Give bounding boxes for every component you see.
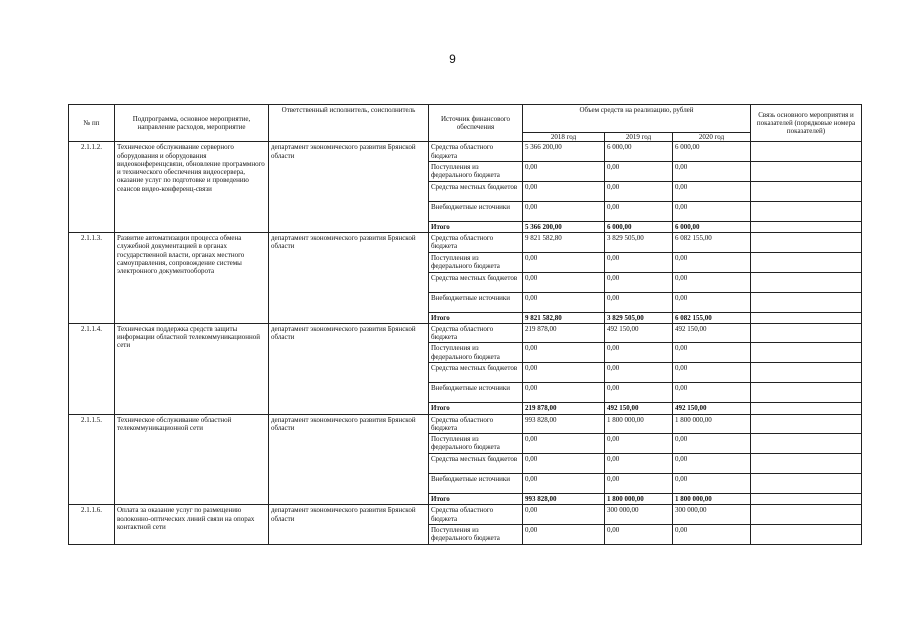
amount-y2019: 0,00 — [605, 454, 673, 474]
measure-title: Техническая поддержка средств защиты информации областной телекоммуникационной сети — [115, 323, 269, 414]
link-cell — [751, 434, 862, 454]
amount-y2019: 0,00 — [605, 524, 673, 544]
amount-y2020: 0,00 — [673, 383, 751, 403]
source-cell: Поступления из федерального бюджета — [429, 524, 523, 544]
amount-y2018: 0,00 — [523, 292, 605, 312]
table-row — [69, 323, 862, 343]
amount-y2019: 0,00 — [605, 252, 673, 272]
amount-y2019: 0,00 — [605, 292, 673, 312]
executor-cell: департамент экономического развития Брянской области — [269, 323, 429, 414]
amount-y2020: 0,00 — [673, 474, 751, 494]
header-year-2019: 2019 год — [605, 133, 673, 142]
link-cell — [751, 505, 862, 525]
row-number: 2.1.1.6. — [69, 505, 115, 545]
link-cell — [751, 272, 862, 292]
amount-y2019: 0,00 — [605, 474, 673, 494]
header-link: Связь основного мероприятия и показателей (порядковые номера показателей) — [751, 105, 862, 142]
amount-y2020: 0,00 — [673, 272, 751, 292]
total-y2018: 9 821 582,80 — [523, 312, 605, 323]
row-number: 2.1.1.5. — [69, 414, 115, 505]
amount-y2018: 0,00 — [523, 363, 605, 383]
amount-y2020: 300 000,00 — [673, 505, 751, 525]
measure-title: Оплата за оказание услуг по размещению волоконно-оптических линий связи на опорах контактной сети — [115, 505, 269, 545]
amount-y2020: 6 082 155,00 — [673, 233, 751, 253]
link-cell — [751, 494, 862, 505]
link-cell — [751, 474, 862, 494]
amount-y2020: 6 000,00 — [673, 142, 751, 162]
amount-y2020: 0,00 — [673, 454, 751, 474]
link-cell — [751, 454, 862, 474]
total-y2019: 6 000,00 — [605, 221, 673, 232]
link-cell — [751, 343, 862, 363]
row-number: 2.1.1.4. — [69, 323, 115, 414]
table-row — [69, 505, 862, 525]
amount-y2020: 0,00 — [673, 181, 751, 201]
header-no: № пп — [69, 105, 115, 142]
link-cell — [751, 233, 862, 253]
amount-y2018: 219 878,00 — [523, 323, 605, 343]
source-cell: Внебюджетные источники — [429, 201, 523, 221]
amount-y2019: 0,00 — [605, 343, 673, 363]
amount-y2020: 492 150,00 — [673, 323, 751, 343]
link-cell — [751, 383, 862, 403]
link-cell — [751, 181, 862, 201]
total-label: Итого — [429, 312, 523, 323]
amount-y2020: 0,00 — [673, 292, 751, 312]
executor-cell: департамент экономического развития Брянской области — [269, 505, 429, 545]
total-label: Итого — [429, 494, 523, 505]
total-y2019: 3 829 505,00 — [605, 312, 673, 323]
source-cell: Внебюджетные источники — [429, 292, 523, 312]
amount-y2019: 0,00 — [605, 363, 673, 383]
amount-y2018: 0,00 — [523, 474, 605, 494]
link-cell — [751, 363, 862, 383]
source-cell: Средства областного бюджета — [429, 233, 523, 253]
source-cell: Средства областного бюджета — [429, 414, 523, 434]
measure-title: Техническое обслуживание областной телекоммуникационной сети — [115, 414, 269, 505]
amount-y2018: 0,00 — [523, 505, 605, 525]
source-cell: Средства местных бюджетов — [429, 454, 523, 474]
link-cell — [751, 323, 862, 343]
amount-y2018: 0,00 — [523, 161, 605, 181]
amount-y2020: 0,00 — [673, 252, 751, 272]
amount-y2019: 1 800 000,00 — [605, 414, 673, 434]
total-y2019: 492 150,00 — [605, 403, 673, 414]
amount-y2020: 0,00 — [673, 434, 751, 454]
link-cell — [751, 252, 862, 272]
table-row — [69, 414, 862, 434]
amount-y2020: 0,00 — [673, 343, 751, 363]
source-cell: Внебюджетные источники — [429, 383, 523, 403]
source-cell: Поступления из федерального бюджета — [429, 252, 523, 272]
header-year-2018: 2018 год — [523, 133, 605, 142]
header-sources: Источник финансового обеспечения — [429, 105, 523, 142]
link-cell — [751, 142, 862, 162]
link-cell — [751, 201, 862, 221]
total-y2020: 492 150,00 — [673, 403, 751, 414]
amount-y2019: 0,00 — [605, 383, 673, 403]
total-label: Итого — [429, 403, 523, 414]
row-number: 2.1.1.3. — [69, 233, 115, 324]
link-cell — [751, 414, 862, 434]
amount-y2018: 993 828,00 — [523, 414, 605, 434]
amount-y2018: 0,00 — [523, 454, 605, 474]
measure-title: Развитие автоматизации процесса обмена служебной документацией в органах государственной власти, органах местного самоуправления, сопровождение системы электронного документооборота — [115, 233, 269, 324]
total-label: Итого — [429, 221, 523, 232]
header-year-2020: 2020 год — [673, 133, 751, 142]
source-cell: Внебюджетные источники — [429, 474, 523, 494]
amount-y2019: 3 829 505,00 — [605, 233, 673, 253]
source-cell: Средства местных бюджетов — [429, 363, 523, 383]
amount-y2018: 5 366 200,00 — [523, 142, 605, 162]
source-cell: Средства местных бюджетов — [429, 272, 523, 292]
amount-y2019: 492 150,00 — [605, 323, 673, 343]
link-cell — [751, 161, 862, 181]
link-cell — [751, 403, 862, 414]
amount-y2020: 0,00 — [673, 201, 751, 221]
amount-y2019: 0,00 — [605, 272, 673, 292]
total-y2018: 5 366 200,00 — [523, 221, 605, 232]
amount-y2018: 0,00 — [523, 181, 605, 201]
amount-y2020: 0,00 — [673, 524, 751, 544]
table-row — [69, 142, 862, 162]
source-cell: Средства областного бюджета — [429, 323, 523, 343]
source-cell: Средства местных бюджетов — [429, 181, 523, 201]
table-row — [69, 233, 862, 253]
row-number: 2.1.1.2. — [69, 142, 115, 233]
amount-y2018: 0,00 — [523, 383, 605, 403]
amount-y2018: 0,00 — [523, 272, 605, 292]
link-cell — [751, 292, 862, 312]
total-y2020: 1 800 000,00 — [673, 494, 751, 505]
source-cell: Средства областного бюджета — [429, 142, 523, 162]
amount-y2019: 0,00 — [605, 161, 673, 181]
executor-cell: департамент экономического развития Брянской области — [269, 233, 429, 324]
amount-y2020: 0,00 — [673, 161, 751, 181]
page-number: 9 — [449, 52, 456, 66]
amount-y2019: 6 000,00 — [605, 142, 673, 162]
header-subprogram: Подпрограмма, основное мероприятие, направление расходов, мероприятие — [115, 105, 269, 142]
source-cell: Поступления из федерального бюджета — [429, 161, 523, 181]
amount-y2020: 0,00 — [673, 363, 751, 383]
source-cell: Средства областного бюджета — [429, 505, 523, 525]
total-y2019: 1 800 000,00 — [605, 494, 673, 505]
amount-y2018: 9 821 582,80 — [523, 233, 605, 253]
amount-y2018: 0,00 — [523, 201, 605, 221]
total-y2018: 993 828,00 — [523, 494, 605, 505]
amount-y2018: 0,00 — [523, 434, 605, 454]
measure-title: Техническое обслуживание серверного оборудования и оборудования видеоконференцсвязи, обновление программного и технического обеспечения видеосервера, оказание услуг по подготовке и проведению сеансов видео-конференц-связи — [115, 142, 269, 233]
executor-cell: департамент экономического развития Брянской области — [269, 414, 429, 505]
amount-y2019: 0,00 — [605, 434, 673, 454]
amount-y2019: 300 000,00 — [605, 505, 673, 525]
source-cell: Поступления из федерального бюджета — [429, 434, 523, 454]
link-cell — [751, 312, 862, 323]
total-y2020: 6 082 155,00 — [673, 312, 751, 323]
header-volume: Объем средств на реализацию, рублей — [523, 105, 751, 133]
amount-y2019: 0,00 — [605, 201, 673, 221]
source-cell: Поступления из федерального бюджета — [429, 343, 523, 363]
total-y2018: 219 878,00 — [523, 403, 605, 414]
total-y2020: 6 000,00 — [673, 221, 751, 232]
amount-y2018: 0,00 — [523, 252, 605, 272]
header-executor: Ответственный исполнитель, соисполнитель — [269, 105, 429, 142]
budget-table — [68, 104, 862, 545]
link-cell — [751, 221, 862, 232]
amount-y2019: 0,00 — [605, 181, 673, 201]
amount-y2018: 0,00 — [523, 343, 605, 363]
amount-y2020: 1 800 000,00 — [673, 414, 751, 434]
amount-y2018: 0,00 — [523, 524, 605, 544]
link-cell — [751, 524, 862, 544]
executor-cell: департамент экономического развития Брянской области — [269, 142, 429, 233]
